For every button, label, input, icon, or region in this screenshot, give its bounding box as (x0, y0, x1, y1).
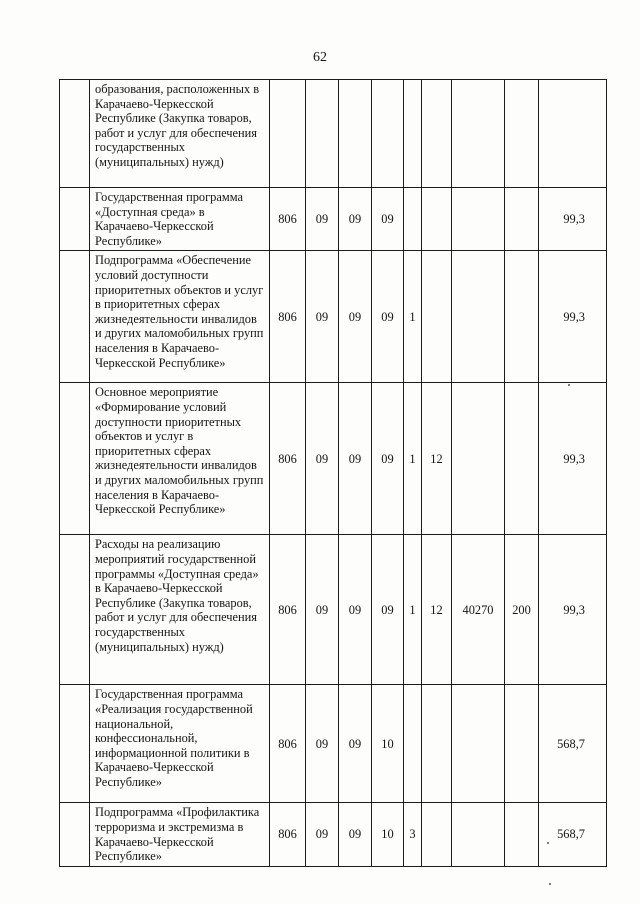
sum-value: 99,3 (539, 535, 607, 685)
table-row (60, 803, 607, 866)
code-subprogram: 1 (404, 535, 422, 685)
code-subprogram (404, 80, 422, 188)
code-direction (452, 803, 505, 866)
sum-value: 99,3 (539, 383, 607, 535)
code-expense-type (505, 383, 539, 535)
scan-speck (549, 883, 551, 885)
scan-speck (568, 384, 570, 386)
item-name: Подпрограмма «Обеспечение условий доступности приоритетных объектов и услуг в приоритетных сферах жизнедеятельности инвалидов и других маломобильных групп населения в Карачаево-Черкесской Республике» (90, 251, 270, 383)
empty-cell (60, 383, 90, 535)
code-pr: 09 (339, 383, 372, 535)
code-event (422, 685, 452, 803)
item-name: Государственная программа «Реализация государственной национальной, конфессиональной, информационной политики в Карачаево-Черкесской Республике» (90, 685, 270, 803)
table-row (60, 251, 607, 383)
code-ved: 806 (270, 685, 306, 803)
table-row (60, 383, 607, 535)
code-program: 10 (372, 685, 404, 803)
code-expense-type: 200 (505, 535, 539, 685)
code-expense-type (505, 188, 539, 251)
code-pr: 09 (339, 803, 372, 866)
sum-value: 568,7 (539, 685, 607, 803)
item-name: Основное мероприятие «Формирование условий доступности приоритетных объектов и услуг в приоритетных сферах жизнедеятельности инвалидов и других маломобильных групп населения в Карачаево-Черкесской Республике» (90, 383, 270, 535)
code-direction (452, 80, 505, 188)
code-expense-type (505, 251, 539, 383)
code-rz: 09 (306, 803, 339, 866)
empty-cell (60, 251, 90, 383)
item-name: Государственная программа «Доступная среда» в Карачаево-Черкесской Республике» (90, 188, 270, 251)
code-program: 09 (372, 251, 404, 383)
table-row (60, 685, 607, 803)
code-pr (339, 80, 372, 188)
code-expense-type (505, 80, 539, 188)
empty-cell (60, 80, 90, 188)
code-direction (452, 251, 505, 383)
sum-value: 568,7 (539, 803, 607, 866)
empty-cell (60, 188, 90, 251)
code-subprogram: 1 (404, 383, 422, 535)
empty-cell (60, 685, 90, 803)
code-event (422, 251, 452, 383)
code-rz: 09 (306, 251, 339, 383)
code-ved: 806 (270, 535, 306, 685)
code-expense-type (505, 803, 539, 866)
table-row (60, 80, 607, 188)
code-subprogram (404, 188, 422, 251)
code-rz (306, 80, 339, 188)
code-rz: 09 (306, 383, 339, 535)
code-ved: 806 (270, 251, 306, 383)
code-program (372, 80, 404, 188)
item-name: образования, расположенных в Карачаево-Черкесской Республике (Закупка товаров, работ и услуг для обеспечения государственных (муниципальных) нужд) (90, 80, 270, 188)
code-rz: 09 (306, 685, 339, 803)
code-program: 10 (372, 803, 404, 866)
code-program: 09 (372, 188, 404, 251)
sum-value (539, 80, 607, 188)
code-ved (270, 80, 306, 188)
sum-value: 99,3 (539, 188, 607, 251)
empty-cell (60, 535, 90, 685)
code-pr: 09 (339, 685, 372, 803)
code-pr: 09 (339, 251, 372, 383)
code-direction (452, 685, 505, 803)
code-pr: 09 (339, 535, 372, 685)
code-program: 09 (372, 535, 404, 685)
sum-value: 99,3 (539, 251, 607, 383)
item-name: Расходы на реализацию мероприятий государственной программы «Доступная среда» в Карачаево-Черкесской Республике (Закупка товаров, работ и услуг для обеспечения государственных (муниципальных) нужд) (90, 535, 270, 685)
code-event: 12 (422, 383, 452, 535)
empty-cell (60, 803, 90, 866)
budget-table (59, 79, 607, 867)
code-event (422, 188, 452, 251)
scan-speck (547, 842, 549, 844)
code-subprogram (404, 685, 422, 803)
code-rz: 09 (306, 188, 339, 251)
code-event (422, 80, 452, 188)
table-row (60, 535, 607, 685)
code-rz: 09 (306, 535, 339, 685)
code-expense-type (505, 685, 539, 803)
code-ved: 806 (270, 188, 306, 251)
code-subprogram: 3 (404, 803, 422, 866)
code-event: 12 (422, 535, 452, 685)
code-event (422, 803, 452, 866)
code-pr: 09 (339, 188, 372, 251)
code-program: 09 (372, 383, 404, 535)
code-ved: 806 (270, 383, 306, 535)
item-name: Подпрограмма «Профилактика терроризма и экстремизма в Карачаево-Черкесской Республике» (90, 803, 270, 866)
table-row (60, 188, 607, 251)
code-subprogram: 1 (404, 251, 422, 383)
page-number: 62 (313, 50, 327, 65)
code-direction (452, 188, 505, 251)
code-direction: 40270 (452, 535, 505, 685)
code-direction (452, 383, 505, 535)
code-ved: 806 (270, 803, 306, 866)
